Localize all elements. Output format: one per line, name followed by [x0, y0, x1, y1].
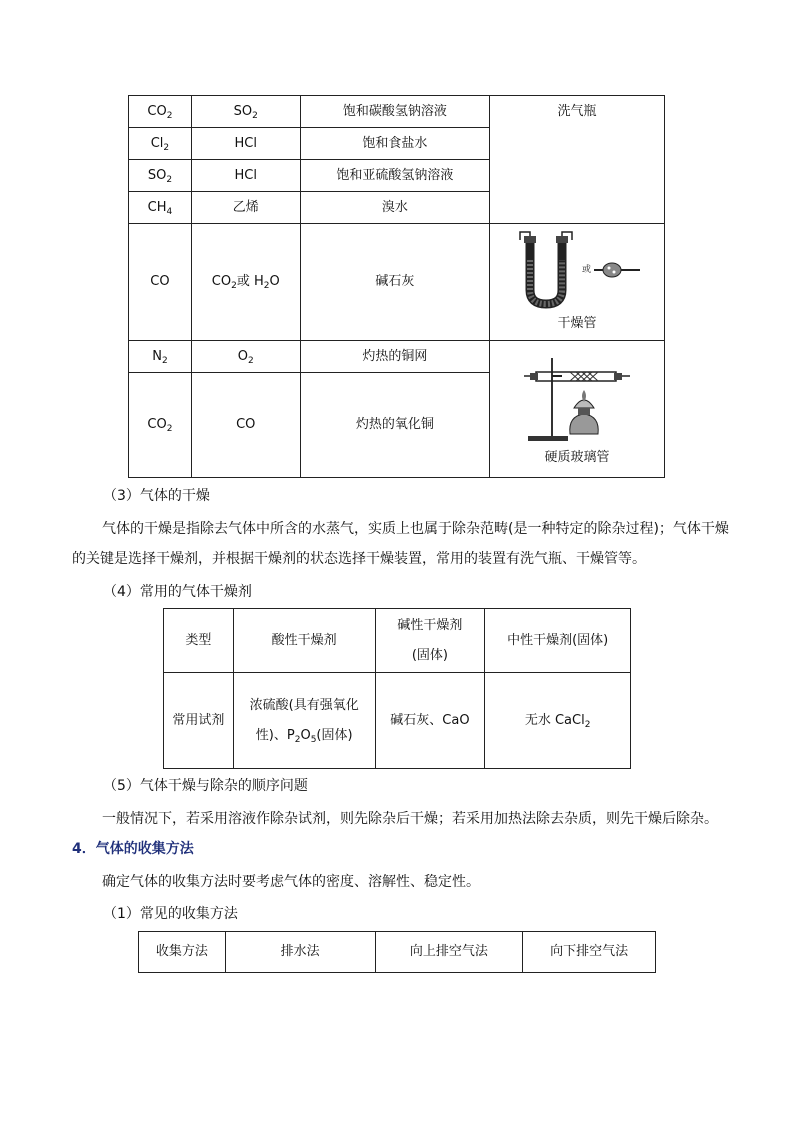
impurity-cell: HCl [191, 160, 300, 192]
reagent-cell: 灼热的氧化铜 [300, 373, 489, 478]
or-label: 或 [582, 265, 592, 276]
impurity-cell: $O_2$ [191, 341, 300, 373]
table-row [164, 609, 631, 673]
device-caption: 硬质玻璃管 [544, 450, 610, 466]
purification-table [128, 95, 665, 478]
reagent-cell: 饱和食盐水 [300, 128, 489, 160]
collect-method-cell: 排水法 [225, 932, 375, 973]
gas-cell: $SO_2$ [129, 160, 192, 192]
section-5-paragraph: 一般情况下，若采用溶液作除杂试剂，则先除杂后干燥；若采用加热法除去杂质，则先干燥后除杂。 [102, 811, 718, 827]
collect-method-cell: 向上排空气法 [375, 932, 523, 973]
gas-cell: $N_2$ [129, 341, 192, 373]
impurity-cell: HCl [191, 128, 300, 160]
section-3-title: （3）气体的干燥 [103, 488, 210, 504]
gas-cell: CO [129, 224, 192, 341]
section-3-paragraph-line-1: 气体的干燥是指除去气体中所含的水蒸气，实质上也属于除杂范畴(是一种特定的除杂过程)；气体干燥 [102, 521, 729, 537]
acid-reagent-cell: 浓硫酸(具有强氧化 性)、$P_2O_5$(固体) [233, 673, 375, 769]
section-4-title: （4）常用的气体干燥剂 [103, 584, 252, 600]
impurity-cell: CO [191, 373, 300, 478]
header-base: 碱性干燥剂 (固体) [375, 609, 485, 673]
gas-cell: $CO_2$ [129, 373, 192, 478]
table-row [129, 341, 665, 373]
collection-method-table [138, 931, 656, 973]
collection-subtitle: （1）常见的收集方法 [103, 906, 238, 922]
gas-cell: $CO_2$ [129, 96, 192, 128]
reagent-cell: 碱石灰 [300, 224, 489, 341]
reagent-cell: 饱和亚硫酸氢钠溶液 [300, 160, 489, 192]
device-caption: 干燥管 [557, 316, 597, 332]
heading-4-paragraph: 确定气体的收集方法时要考虑气体的密度、溶解性、稳定性。 [102, 874, 480, 890]
section-5-title: （5）气体干燥与除杂的顺序问题 [103, 778, 308, 794]
reagent-cell: 溴水 [300, 192, 489, 224]
drying-agent-table [163, 608, 631, 769]
table-row [139, 932, 656, 973]
table-row [129, 224, 665, 341]
row-label: 常用试剂 [164, 673, 234, 769]
device-cell-glass-tube [490, 341, 665, 478]
gas-cell: $Cl_2$ [129, 128, 192, 160]
drying-tube-figure [512, 230, 642, 312]
collect-header-cell: 收集方法 [139, 932, 226, 973]
header-type: 类型 [164, 609, 234, 673]
impurity-cell: $CO_2$或 $H_2O$ [191, 224, 300, 341]
reagent-cell: 饱和碳酸氢钠溶液 [300, 96, 489, 128]
header-neutral: 中性干燥剂(固体) [485, 609, 631, 673]
device-cell-wash-bottle: 洗气瓶 [490, 96, 665, 224]
header-acid: 酸性干燥剂 [233, 609, 375, 673]
hard-glass-tube-figure [522, 350, 632, 446]
table-row [129, 96, 665, 128]
neutral-reagent-cell: 无水 CaCl$_2$ [485, 673, 631, 769]
impurity-cell: $SO_2$ [191, 96, 300, 128]
heading-4: 4．气体的收集方法 [72, 841, 194, 857]
impurity-cell: 乙烯 [191, 192, 300, 224]
reagent-cell: 灼热的铜网 [300, 341, 489, 373]
device-cell-drying-tube [490, 224, 665, 341]
gas-cell: $CH_4$ [129, 192, 192, 224]
base-reagent-cell: 碱石灰、CaO [375, 673, 485, 769]
table-row [164, 673, 631, 769]
collect-method-cell: 向下排空气法 [523, 932, 656, 973]
section-3-paragraph-line-2: 的关键是选择干燥剂，并根据干燥剂的状态选择干燥装置，常用的装置有洗气瓶、干燥管等。 [72, 551, 646, 567]
